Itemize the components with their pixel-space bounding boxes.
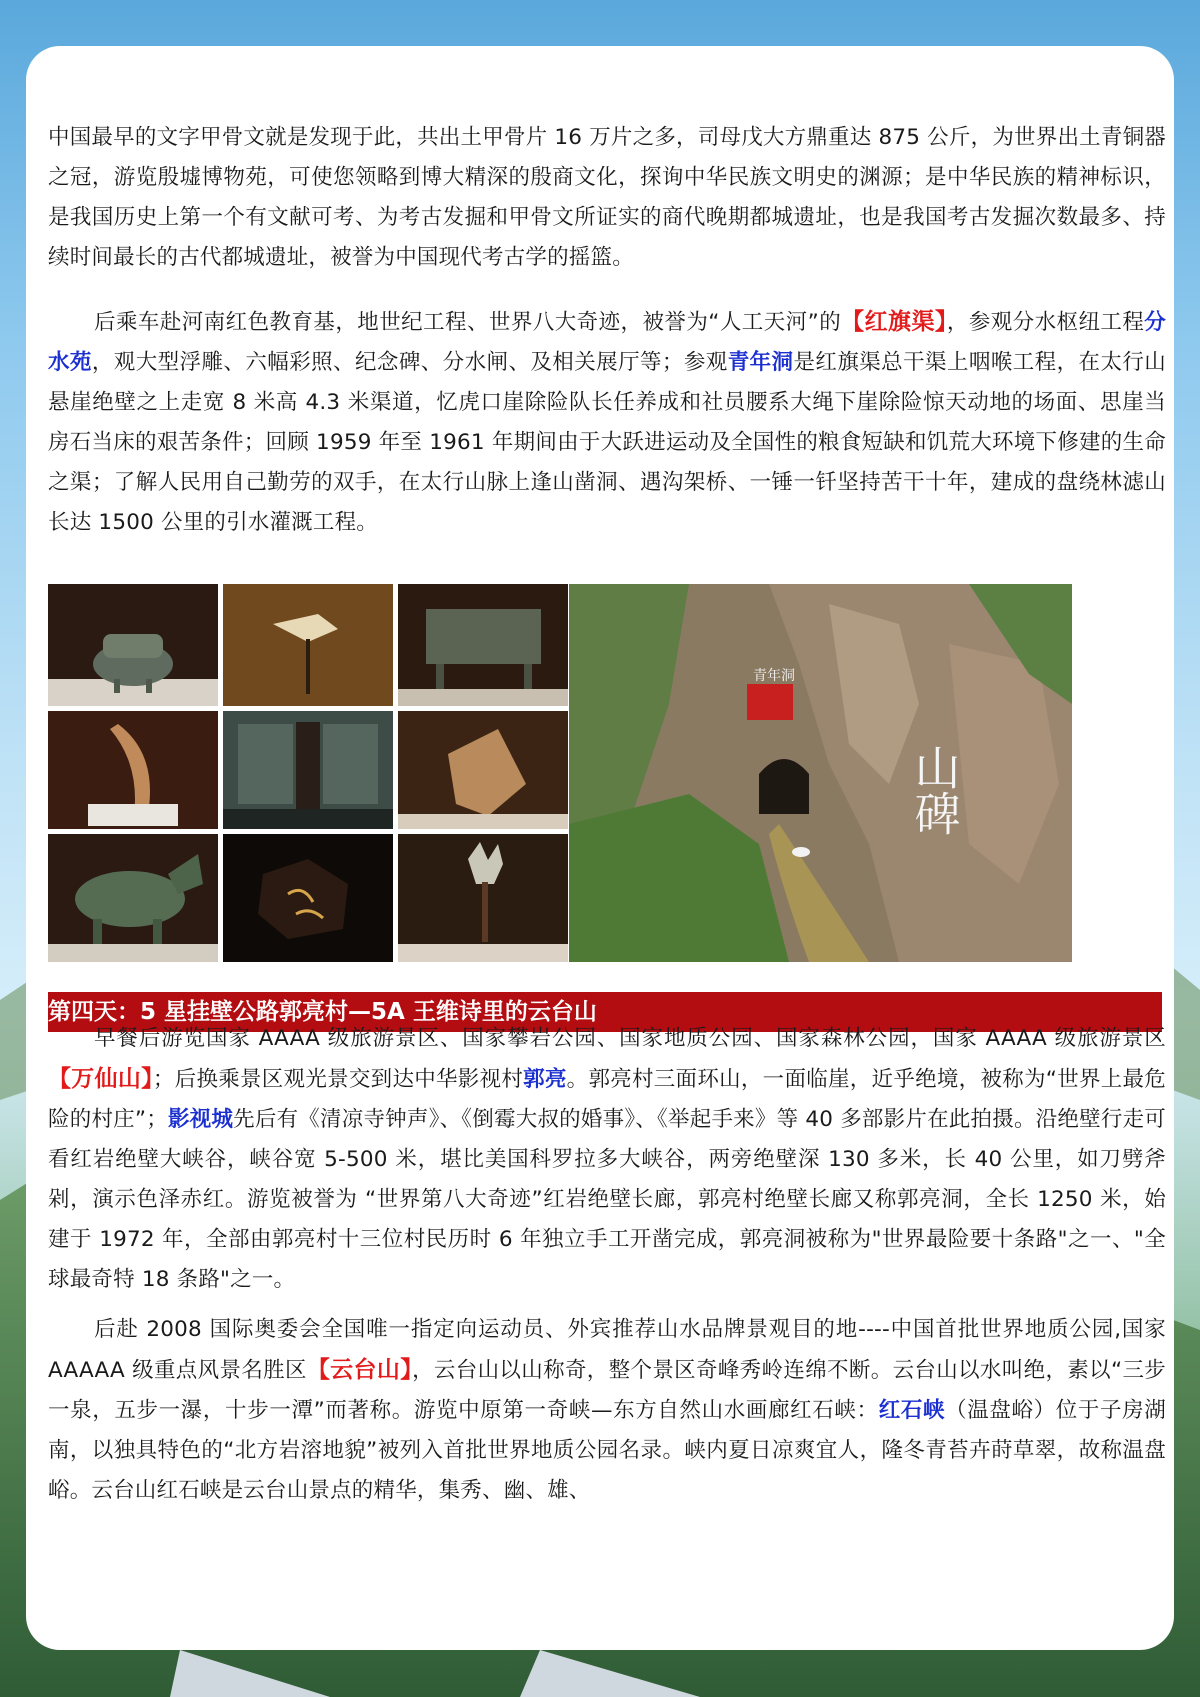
tunnel-sign-text: 青年洞	[753, 669, 795, 684]
qingnian-tunnel-photo	[569, 584, 1072, 962]
intro-paragraph: 中国最早的文字甲骨文就是发现于此，共出土甲骨片 16 万片之多，司母戊大方鼎重达 875 公斤，为世界出土青铜器之冠，游览殷墟博物苑，可使您领略到博大精深的殷商文化，探询中华民族文明史的渊源；是中华民族的精神标识，是我国历史上第一个有文献可考、为考古发掘和甲骨文所证实的商代晚期都城遗址，也是我国考古发掘次数最多、持续时间最长的古代都城遗址，被誉为中国现代考古学的摇篮。	[48, 125, 1166, 270]
yuntaishan-text-3: （温盘峪）位于子房湖南，以独具特色的“北方岩溶地貌”被列入首批世界地质公园名录。峡内夏日凉爽宜人，隆冬青苔卉莳草翠，故称温盘峪。云台山红石峡是云台山景点的精华，集秀、幽、雄、	[48, 1398, 1166, 1503]
yingshicheng-highlight: 影视城	[167, 1107, 234, 1132]
wanxianshan-text-1: 早餐后游览国家 AAAA 级旅游景区、国家攀岩公园、国家地质公园、国家森林公园，国家 AAAA 级旅游景区	[94, 1026, 1166, 1051]
wanxianshan-text-3: 。郭亮村三面环山，一面临崖，近乎绝境，被称为“世界上最危险的村庄”；	[48, 1067, 1166, 1132]
artifact-photo-grid	[48, 584, 568, 962]
wanxianshan-highlight: 【万仙山】	[48, 1066, 153, 1092]
day4-header: 第四天：5 星挂壁公路郭亮村—5A 王维诗里的云台山	[48, 992, 1162, 1032]
calligraphy-seal-photo	[223, 834, 393, 962]
qingniandong-highlight: 青年洞	[727, 350, 794, 375]
wanxianshan-paragraph	[48, 1019, 1166, 1300]
content-card	[26, 46, 1174, 1650]
bronze-beast-photo	[48, 834, 218, 962]
bronze-ding-photo	[398, 584, 568, 706]
bronze-vessel-photo	[48, 584, 218, 706]
yuntaishan-highlight: 【云台山】	[306, 1357, 413, 1383]
bronze-hand-photo	[398, 834, 568, 962]
hongqiqu-text-4: 是红旗渠总干渠上咽喉工程，在太行山悬崖绝壁之上走宽 8 米高 4.3 米渠道，忆虎口崖除险队长任养成和社员腰系大绳下崖除险惊天动地的场面、思崖当房石当床的艰苦条件；回顾 1959 年至 1961 年期间由于大跃进运动及全国性的粮食短缺和饥荒大环境下修建的生命之渠；了解人民用自己勤劳的双手，在太行山脉上逢山凿洞、遇沟架桥、一锤一钎坚持苦干十年，建成的盘绕林滤山长达 1500 公里的引水灌溉工程。	[48, 350, 1166, 535]
oracle-bone-photo	[48, 711, 218, 829]
yuntaishan-paragraph	[48, 1310, 1166, 1511]
hongshixia-highlight: 红石峡	[878, 1398, 946, 1423]
yuntaishan-text-1: 后赴 2008 国际奥委会全国唯一指定向运动员、外宾推荐山水品牌景观目的地----中国首批世界地质公园,国家 AAAAA 级重点风景名胜区	[48, 1317, 1166, 1383]
museum-gate-photo	[223, 711, 393, 829]
guoliang-highlight: 郭亮	[523, 1067, 567, 1092]
wanxianshan-text-2: ；后换乘景区观光景交到达中华影视村	[152, 1067, 524, 1092]
hongqiqu-text-3: ，观大型浮雕、六幅彩照、纪念碑、分水闸、及相关展厅等；参观	[91, 350, 728, 375]
cliff-carving-text: 山碑	[908, 744, 960, 836]
hongqiqu-paragraph	[48, 302, 1166, 543]
hongqiqu-highlight: 【红旗渠】	[841, 309, 947, 335]
yuntaishan-text-2: ，云台山以山称奇，整个景区奇峰秀岭连绵不断。云台山以水叫绝，素以“三步一泉，五步一瀑，十步一潭”而著称。游览中原第一奇峡—东方自然山水画廊红石峡：	[48, 1358, 1166, 1423]
fenshuiyuan-highlight: 分水苑	[48, 310, 1166, 375]
hongqiqu-text-2: ，参观分水枢纽工程	[946, 310, 1145, 335]
bone-pin-photo	[223, 584, 393, 706]
hongqiqu-text-1: 后乘车赴河南红色教育基，地世纪工程、世界八大奇迹，被誉为“人工天河”的	[94, 310, 842, 335]
wanxianshan-text-4: 先后有《清凉寺钟声》、《倒霉大叔的婚事》、《举起手来》等 40 多部影片在此拍摄。沿绝壁行走可看红岩绝壁大峡谷，峡谷宽 5-500 米，堪比美国科罗拉多大峡谷，两旁绝壁深 130 多米，长 40 公里，如刀劈斧剁，演示色泽赤红。游览被誉为 “世界第八大奇迹”红岩绝壁长廊，郭亮村绝壁长廊又称郭亮洞，全长 1250 米，始建于 1972 年，全部由郭亮村十三位村民历时 6 年独立手工开凿完成，郭亮洞被称为"世界最险要十条路"之一、"全球最奇特 18 条路"之一。	[48, 1107, 1166, 1292]
oracle-shard-photo	[398, 711, 568, 829]
